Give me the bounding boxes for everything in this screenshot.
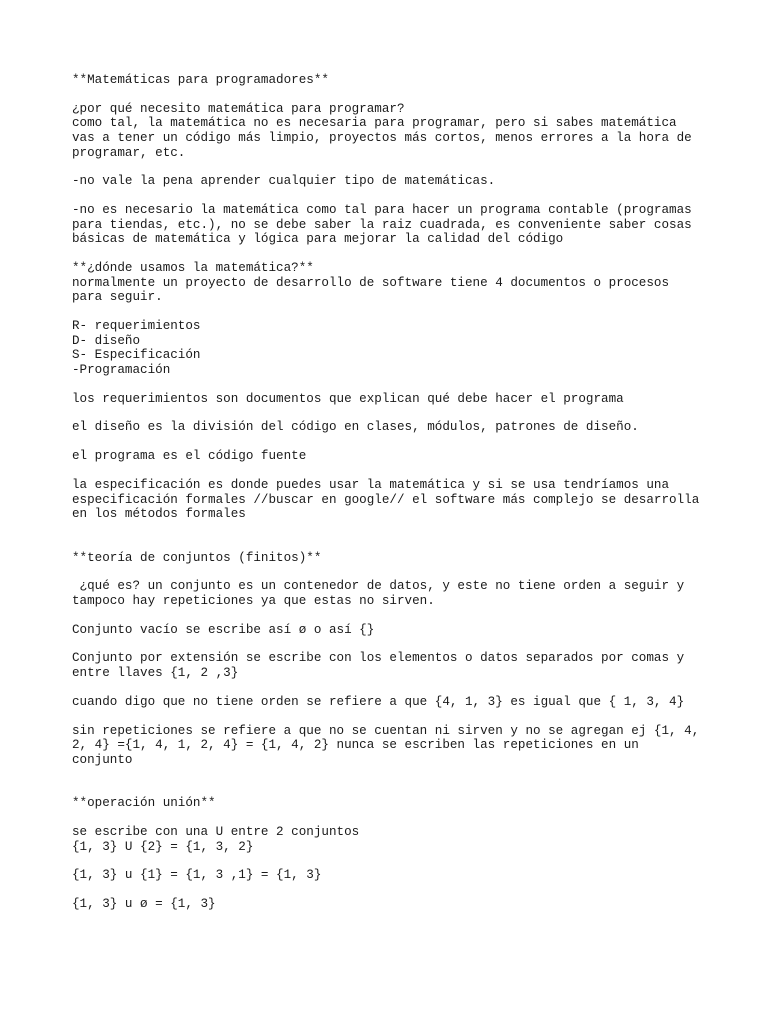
text-line: el programa es el código fuente	[72, 449, 307, 464]
document-body	[72, 73, 712, 912]
text-line: sin repeticiones se refiere a que no se cuentan ni sirven y no se agregan ej {1, 4,	[72, 723, 700, 738]
text-line: Conjunto vacío se escribe así ø o así {}	[72, 622, 375, 637]
text-line: normalmente un proyecto de desarrollo de software tiene 4 documentos o procesos	[72, 275, 670, 290]
text-line: cuando digo que no tiene orden se refiere a que {4, 1, 3} es igual que { 1, 3, 4}	[72, 694, 685, 709]
text-line: conjunto	[72, 752, 133, 767]
list-item: R- requerimientos	[72, 319, 201, 334]
paragraph-specification	[72, 478, 712, 522]
text-line: en los métodos formales	[72, 507, 246, 522]
list-item: -Programación	[72, 362, 171, 377]
text-line: se escribe con una U entre 2 conjuntos	[72, 825, 360, 839]
text-line: 2, 4} ={1, 4, 1, 2, 4} = {1, 4, 2} nunca se escriben las repeticiones en un	[72, 738, 639, 753]
section-heading: **operación unión**	[72, 796, 216, 811]
list-item: S- Especificación	[72, 348, 201, 363]
paragraph-set-definition	[72, 579, 712, 608]
section-heading: **¿dónde usamos la matemática?**	[72, 261, 314, 276]
question-line: ¿por qué necesito matemática para programar?	[72, 101, 405, 116]
text-line: -no vale la pena aprender cualquier tipo de matemáticas.	[72, 174, 496, 189]
text-line: programar, etc.	[72, 145, 186, 160]
text-line: tampoco hay repeticiones ya que estas no sirven.	[72, 593, 435, 608]
text-line: los requerimientos son documentos que explican qué debe hacer el programa	[72, 391, 624, 406]
list-item: D- diseño	[72, 333, 141, 348]
text-line: como tal, la matemática no es necesaria para programar, pero si sabes matemática	[72, 116, 677, 131]
process-list	[72, 319, 712, 377]
text-line: para seguir.	[72, 290, 163, 305]
text-line: {1, 3} u ø = {1, 3}	[72, 897, 216, 912]
text-line: básicas de matemática y lógica para mejorar la calidad del código	[72, 232, 564, 247]
text-line: vas a tener un código más limpio, proyectos más cortos, menos errores a la hora de	[72, 130, 692, 145]
paragraph-extension	[72, 651, 712, 680]
section-where-math	[72, 261, 712, 305]
document-title: **Matemáticas para programadores**	[72, 73, 329, 87]
paragraph-accounting	[72, 203, 712, 247]
paragraph-union	[72, 825, 712, 854]
text-line: especificación formales //buscar en google// el software más complejo se desarrolla	[72, 492, 700, 507]
text-line: la especificación es donde puedes usar la matemática y si se usa tendríamos una	[72, 477, 670, 492]
text-line: -no es necesario la matemática como tal para hacer un programa contable (programas	[72, 203, 692, 218]
text-line: para tiendas, etc.), no se debe saber la raiz cuadrada, es conveniente saber cosas	[72, 217, 692, 232]
text-line: el diseño es la división del código en clases, módulos, patrones de diseño.	[72, 420, 639, 435]
text-line: Conjunto por extensión se escribe con los elementos o datos separados por comas y	[72, 651, 685, 666]
paragraph-why-math	[72, 102, 712, 160]
text-line: ¿qué es? un conjunto es un contenedor de datos, y este no tiene orden a seguir y	[72, 579, 685, 594]
paragraph-repetitions	[72, 724, 712, 768]
text-line: {1, 3} U {2} = {1, 3, 2}	[72, 839, 254, 854]
text-line: {1, 3} u {1} = {1, 3 ,1} = {1, 3}	[72, 868, 322, 883]
text-line: entre llaves {1, 2 ,3}	[72, 666, 239, 681]
section-heading: **teoría de conjuntos (finitos)**	[72, 550, 322, 565]
